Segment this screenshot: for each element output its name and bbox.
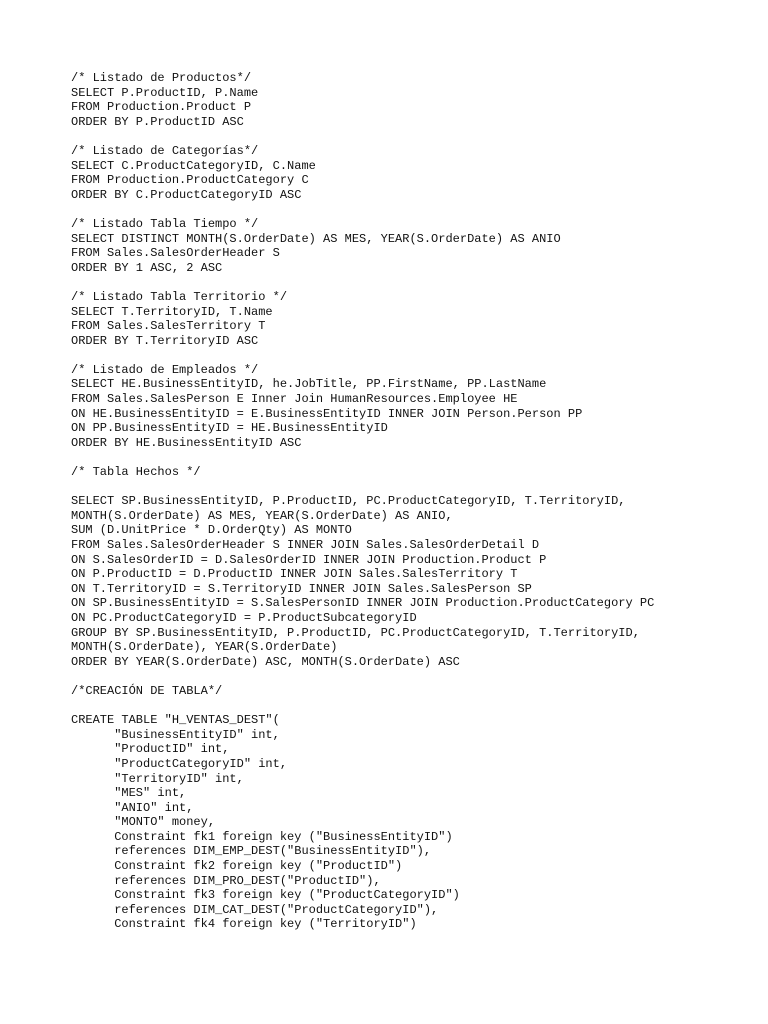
code-line: MONTH(S.OrderDate) AS MES, YEAR(S.OrderDate) AS ANIO, [71, 508, 453, 523]
code-line: references DIM_EMP_DEST("BusinessEntityID"), [71, 844, 432, 859]
code-line: SUM (D.UnitPrice * D.OrderQty) AS MONTO [71, 523, 352, 538]
code-line: references DIM_PRO_DEST("ProductID"), [71, 873, 381, 888]
blank-line [71, 202, 761, 217]
code-line: "MONTO" money, [71, 815, 216, 830]
code-line: ON S.SalesOrderID = D.SalesOrderID INNER JOIN Production.Product P [71, 552, 547, 567]
document-page [71, 71, 761, 932]
code-line: "ANIO" int, [71, 800, 194, 815]
code-line: FROM Sales.SalesOrderHeader S [71, 246, 280, 261]
code-line: "TerritoryID" int, [71, 771, 244, 786]
code-line: MONTH(S.OrderDate), YEAR(S.OrderDate) [71, 640, 338, 655]
code-line: Constraint fk1 foreign key ("BusinessEntityID") [71, 829, 453, 844]
code-line: FROM Sales.SalesPerson E Inner Join HumanResources.Employee HE [71, 392, 518, 407]
code-line: /* Tabla Hechos */ [71, 465, 201, 480]
code-line: FROM Sales.SalesTerritory T [71, 319, 266, 334]
code-line: references DIM_CAT_DEST("ProductCategoryID"), [71, 902, 439, 917]
code-line: "ProductCategoryID" int, [71, 756, 288, 771]
code-line: ON P.ProductID = D.ProductID INNER JOIN Sales.SalesTerritory T [71, 567, 518, 582]
code-line: ON HE.BusinessEntityID = E.BusinessEntityID INNER JOIN Person.Person PP [71, 406, 583, 421]
code-line: FROM Production.Product P [71, 100, 252, 115]
blank-line [71, 129, 761, 144]
code-line: GROUP BY SP.BusinessEntityID, P.ProductID, PC.ProductCategoryID, T.TerritoryID, [71, 625, 640, 640]
code-line: "MES" int, [71, 786, 187, 801]
code-line: Constraint fk4 foreign key ("TerritoryID") [71, 917, 417, 932]
blank-line [71, 348, 761, 363]
code-line: SELECT P.ProductID, P.Name [71, 85, 259, 100]
code-line: SELECT T.TerritoryID, T.Name [71, 304, 273, 319]
code-line: SELECT HE.BusinessEntityID, he.JobTitle, PP.FirstName, PP.LastName [71, 377, 547, 392]
code-line: ON PP.BusinessEntityID = HE.BusinessEntityID [71, 421, 388, 436]
code-line: CREATE TABLE "H_VENTAS_DEST"( [71, 713, 280, 728]
code-line: SELECT DISTINCT MONTH(S.OrderDate) AS MES, YEAR(S.OrderDate) AS ANIO [71, 231, 561, 246]
code-line: SELECT SP.BusinessEntityID, P.ProductID, PC.ProductCategoryID, T.TerritoryID, [71, 494, 626, 509]
code-line: ON PC.ProductCategoryID = P.ProductSubcategoryID [71, 610, 417, 625]
code-line: Constraint fk2 foreign key ("ProductID") [71, 859, 403, 874]
code-line: /* Listado de Categorías*/ [71, 143, 259, 158]
code-line: "ProductID" int, [71, 742, 230, 757]
blank-line [71, 699, 761, 714]
code-line: ORDER BY 1 ASC, 2 ASC [71, 260, 223, 275]
code-line: ON SP.BusinessEntityID = S.SalesPersonID INNER JOIN Production.ProductCategory PC [71, 596, 655, 611]
blank-line [71, 450, 761, 465]
blank-line [71, 480, 761, 495]
code-line: ON T.TerritoryID = S.TerritoryID INNER JOIN Sales.SalesPerson SP [71, 581, 532, 596]
code-line: ORDER BY T.TerritoryID ASC [71, 333, 259, 348]
code-line: /*CREACIÓN DE TABLA*/ [71, 683, 223, 698]
code-line: "BusinessEntityID" int, [71, 727, 280, 742]
code-line: FROM Sales.SalesOrderHeader S INNER JOIN Sales.SalesOrderDetail D [71, 538, 540, 552]
code-line: Constraint fk3 foreign key ("ProductCategoryID") [71, 888, 460, 903]
code-line: /* Listado de Empleados */ [71, 362, 259, 377]
code-line: SELECT C.ProductCategoryID, C.Name [71, 158, 316, 173]
code-line: FROM Production.ProductCategory C [71, 173, 309, 188]
code-line: ORDER BY P.ProductID ASC [71, 114, 244, 129]
code-line: /* Listado Tabla Territorio */ [71, 289, 288, 304]
code-line: ORDER BY C.ProductCategoryID ASC [71, 187, 302, 202]
blank-line [71, 275, 761, 290]
code-line: ORDER BY YEAR(S.OrderDate) ASC, MONTH(S.OrderDate) ASC [71, 654, 460, 669]
blank-line [71, 669, 761, 684]
code-line: /* Listado de Productos*/ [71, 71, 252, 85]
code-line: ORDER BY HE.BusinessEntityID ASC [71, 435, 302, 450]
code-line: /* Listado Tabla Tiempo */ [71, 216, 259, 231]
